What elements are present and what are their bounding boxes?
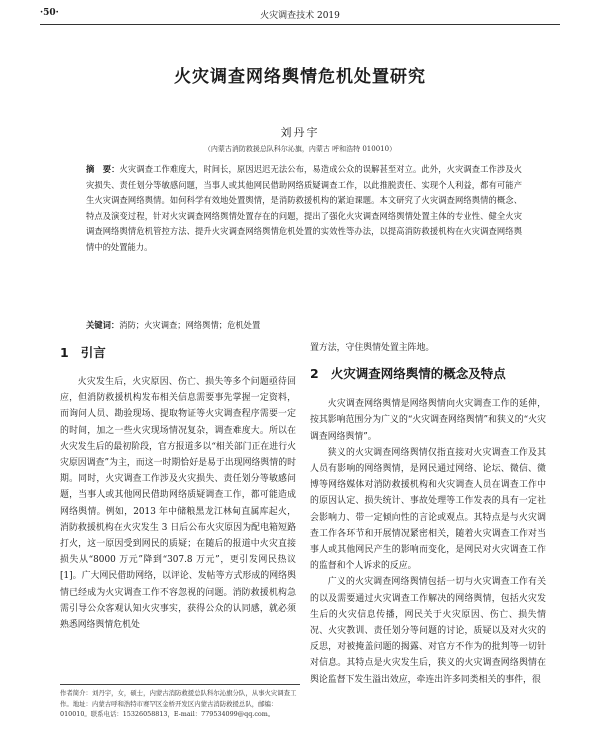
section-title: 引言: [80, 345, 106, 360]
keywords-text: 消防；火灾调查；网络舆情；危机处置: [119, 320, 261, 330]
section-number: 1: [60, 345, 69, 360]
journal-name: 火灾调查技术 2019: [260, 11, 340, 21]
section-title: 火灾调查网络舆情的概念及特点: [330, 366, 506, 382]
paragraph: 狭义的火灾调查网络舆情仅指直接对火灾调查工作及其人员有影响的网络舆情，是网民通过网络、论坛、微信、微博等网络媒体对消防救援机构和火灾调查人员在调查工作中的原因认定、损失统计、事故处理等工作发表的具有一定社会影响力、带一定倾向性的言论或观点。其特点是与火灾调查工作各环节和开展情况紧密相关，随着火灾调查工作对当事人或其他网民产生的影响而变化，是网民对火灾调查工作的监督和个人诉求的反应。: [310, 447, 546, 572]
paper-title: 火灾调查网络舆情危机处置研究: [174, 67, 426, 87]
section-heading-concept: [310, 364, 546, 396]
page-number: ·50·: [40, 8, 59, 18]
paragraph: 广义的火灾调查网络舆情包括一切与火灾调查工作有关的以及需要通过火灾调查工作解决的网络舆情，包括火灾发生后的火灾信息传播，网民关于火灾原因、伤亡、损失情况、火灾教训、责任划分等问题的讨论，质疑以及对火灾的反思，对被掩盖问题的揭露、对官方不作为的批判等一切针对信息。其特点是火灾发生后，狭义的火灾调查网络舆情在舆论监督下发生溢出效应，牵连出许多同类相关的事件，很: [310, 577, 546, 685]
paragraph: 火灾发生后，火灾原因、伤亡、损失等多个问题亟待回应，但消防救援机构发布相关信息需要事先掌握一定资料，而询问人员、勘验现场、提取物证等火灾调查程序需要一定的时间，加之一些火灾现场情况复杂，调查难度大。所以在火灾发生后的最初阶段，官方报道多以“相关部门正在进行火灾原因调查”为主，而这一时期恰好是易于出现网络舆情的时期。同时，火灾调查工作涉及火灾损失、责任划分等敏感问题，当事人或其他网民借助网络质疑调查工作，都可能造成网络舆情。例如，2013 年中储粮黑龙江林甸直属库起火，消防救援机构在火灾发生 3 日后公布火灾原因为配电箱短路打火，这一原因受到网民的质疑；在随后的报道中火灾直接损失从“8000 万元”降到“307.8 万元”，更引发网民热议[1]。广大网民借助网络，以评论、发帖等方式形成的网络舆情已经成为火灾调查工作不容忽视的问题。消防救援机构急需引导公众客观认知火灾事实，获得公众的认同感，就必须熟悉网络舆情危机处: [60, 377, 296, 631]
running-header: [40, 6, 560, 25]
paragraph-continuation: 置方法，守住舆情处置主阵地。: [310, 343, 435, 353]
author-affiliation: （内蒙古消防救援总队科尔沁旗，内蒙古 呼和浩特 010010）: [203, 145, 397, 153]
section-number: 2: [310, 366, 319, 382]
author-footnote: 作者简介：刘丹宇，女，硕士，内蒙古消防救援总队科尔沁旗分队，从事火灾调查工作。地址：内蒙古呼和浩特市赛罕区金桥开发区内蒙古消防救援总队，邮编：010010。联系电话：15326058813，E-mail：779534099@qq.com。: [60, 684, 300, 720]
keywords-label: 关键词：: [86, 320, 120, 330]
abstract-label: 摘 要：: [86, 164, 120, 174]
right-column: [310, 340, 546, 688]
section-heading-introduction: [60, 344, 296, 374]
keywords: [86, 318, 522, 333]
left-column: [60, 344, 296, 633]
abstract-text: 火灾调查工作难度大，时间长，原因迟迟无法公布，易造成公众的误解甚至对立。此外，火灾调查工作涉及火灾损失、责任划分等敏感问题，当事人或其他网民借助网络质疑调查工作，以此推脱责任、实现个人利益，都有可能产生火灾调查网络舆情。如何科学有效地处置舆情，是消防救援机构的紧迫课题。本文研究了火灾调查网络舆情的概念、特点及演变过程，针对火灾调查网络舆情处置存在的问题，提出了强化火灾调查网络舆情处置主体的专业性、健全火灾调查网络舆情危机管控方法、提升火灾调查网络舆情危机处置的实效性等办法，以提高消防救援机构在火灾调查网络舆情中的处置能力。: [86, 164, 522, 252]
abstract: [86, 162, 522, 256]
paragraph: 火灾调查网络舆情是网络舆情向火灾调查工作的延伸，按其影响范围分为广义的“火灾调查网络舆情”和狭义的“火灾调查网络舆情”。: [310, 399, 546, 442]
author-name: 刘丹宇: [280, 126, 320, 139]
